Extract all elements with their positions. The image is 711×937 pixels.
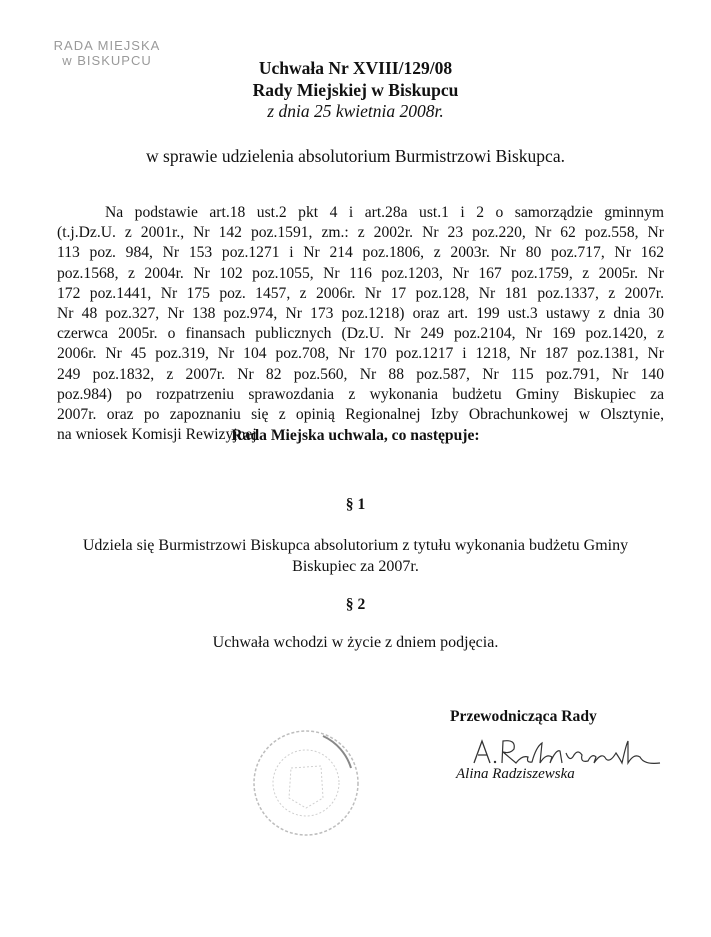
preamble-line: 172 poz.1441, Nr 175 poz. 1457, z 2006r. Nr 17 poz.128, Nr 181 poz.1337, z 2007r. (57, 284, 664, 302)
preamble-line: (t.j.Dz.U. z 2001r., Nr 142 poz.1591, zm.: z 2002r. Nr 23 poz.220, Nr 62 poz.558, Nr (57, 224, 664, 242)
resolution-subject: w sprawie udzielenia absolutorium Burmistrzowi Biskupca. (146, 146, 565, 166)
preamble-line: 113 poz. 984, Nr 153 poz.1271 i Nr 214 poz.1806, z 2003r. Nr 80 poz.717, Nr 162 (57, 244, 664, 262)
official-seal (251, 728, 361, 843)
preamble (57, 203, 664, 445)
paragraph-mark-1: § 1 (345, 496, 366, 513)
preamble-line: Na podstawie art.18 ust.2 pkt 4 i art.28a ust.1 i 2 o samorządzie gminnym (105, 204, 664, 221)
preamble-line: Nr 48 poz.327, Nr 138 poz.974, Nr 173 poz.1218) oraz art. 199 ust.3 ustawy z dnia 30 (57, 304, 664, 322)
preamble-line: na wniosek Komisji Rewizyjnej (57, 426, 257, 444)
resolution-number: Uchwała Nr XVIII/129/08 (258, 58, 453, 78)
section-1-line: Udziela się Burmistrzowi Biskupca absolutorium z tytułu wykonania budżetu Gminy (82, 537, 629, 554)
resolution-date: z dnia 25 kwietnia 2008r. (267, 101, 444, 121)
signatory-role: Przewodnicząca Rady (450, 708, 597, 725)
preamble-line: 2006r. Nr 45 poz.319, Nr 104 poz.708, Nr 170 poz.1217 i 1218, Nr 187 poz.1381, Nr (57, 345, 664, 363)
preamble-line: 249 poz.1832, z 2007r. Nr 82 poz.560, Nr 88 poz.587, Nr 115 poz.791, Nr 140 (57, 365, 664, 383)
preamble-line: poz.984) po rozpatrzeniu sprawozdania z wykonania budżetu Gminy Biskupiec za (57, 385, 664, 403)
signatory-name: Alina Radziszewska (456, 766, 575, 782)
stamp-line-1: RADA MIEJSKA (53, 38, 161, 53)
council-name: Rady Miejskiej w Biskupcu (252, 80, 459, 100)
preamble-line: czerwca 2005r. o finansach publicznych (Dz.U. Nr 249 poz.2104, Nr 169 poz.1420, z (57, 325, 664, 343)
stamp-line-2: w BISKUPCU (62, 53, 152, 68)
section-1-text (0, 535, 711, 577)
preamble-line: poz.1568, z 2004r. Nr 102 poz.1055, Nr 116 poz.1203, Nr 167 poz.1759, z 2005r. Nr (57, 264, 664, 282)
preamble-line: 2007r. oraz po zapoznaniu się z opinią Regionalnej Izby Obrachunkowej w Olsztynie, (57, 405, 664, 423)
section-2-text: Uchwała wchodzi w życie z dniem podjęcia. (212, 634, 499, 651)
decision-heading: Rada Miejska uchwala, co następuje: (231, 427, 480, 444)
section-1-line: Biskupiec za 2007r. (292, 558, 419, 575)
paragraph-mark-2: § 2 (345, 596, 366, 613)
